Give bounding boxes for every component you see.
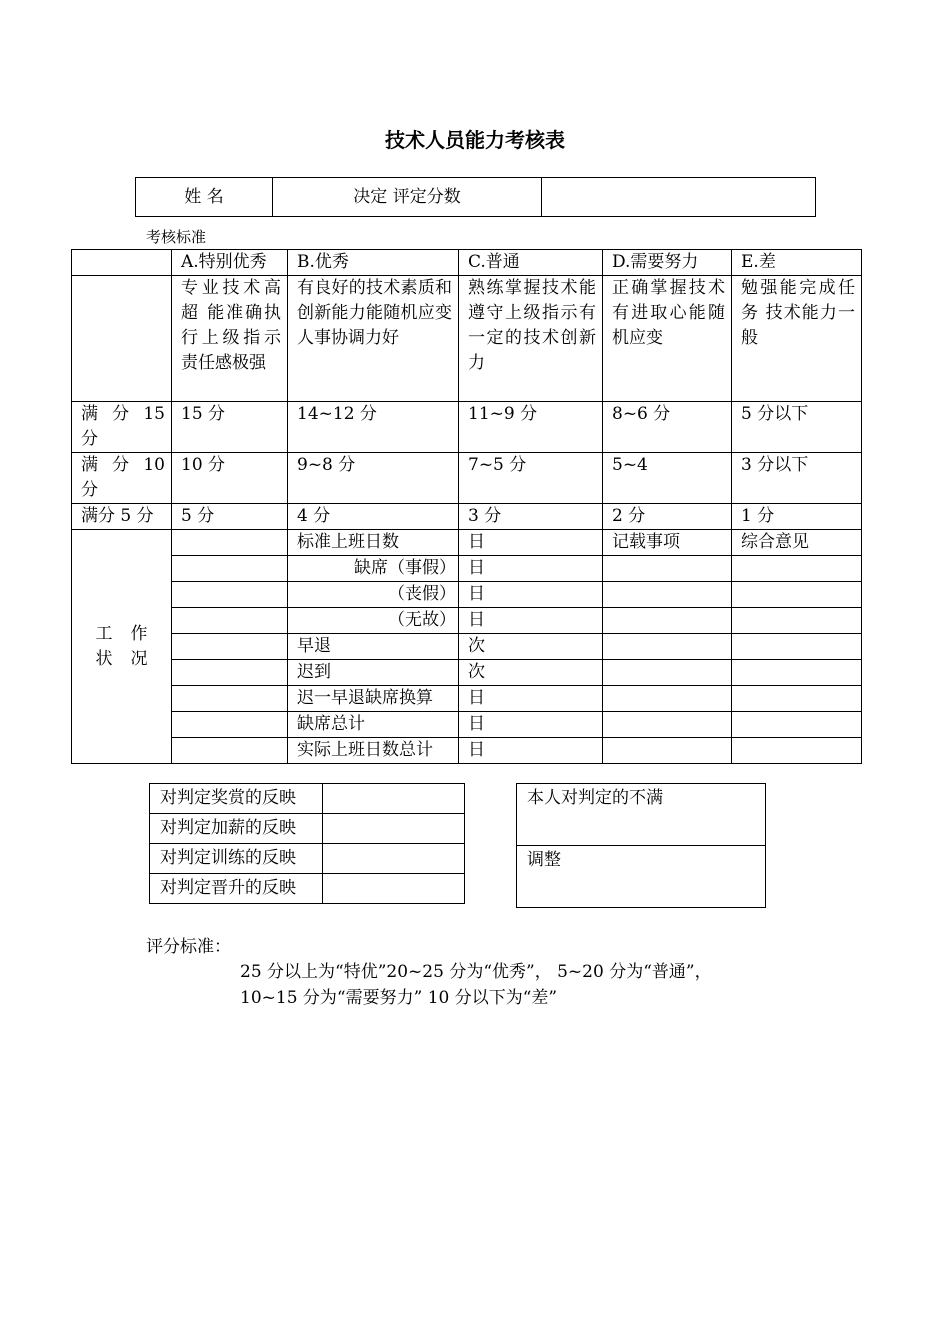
record-cell[interactable] [603,660,732,686]
opinion-table [516,783,766,908]
work-unit: 次 [459,634,603,660]
blank-cell [72,276,172,402]
score-cell: 5 分 [172,504,288,530]
work-item: 实际上班日数总计 [288,738,459,764]
score-cell: 10 分 [172,453,288,504]
record-cell[interactable] [603,608,732,634]
work-item: 标准上班日数 [288,530,459,556]
score-row-label: 满分 5 分 [72,504,172,530]
grade-header-row [72,250,862,276]
score-cell: 15 分 [172,402,288,453]
work-blank[interactable] [172,738,288,764]
work-item: 早退 [288,634,459,660]
grade-c: C.普通 [459,250,603,276]
work-row [72,608,862,634]
desc-b: 有良好的技术素质和创新能力能随机应变人事协调力好 [288,276,459,402]
work-blank[interactable] [172,712,288,738]
record-cell[interactable] [603,582,732,608]
score-row-15 [72,402,862,453]
description-row [72,276,862,402]
score-cell: 3 分 [459,504,603,530]
record-cell[interactable] [603,556,732,582]
score-row-label: 满 分 15 分 [72,402,172,453]
score-row-5 [72,504,862,530]
work-row [72,556,862,582]
work-blank[interactable] [172,530,288,556]
opinion-cell[interactable] [732,608,862,634]
score-cell: 2 分 [603,504,732,530]
score-cell: 7~5 分 [459,453,603,504]
work-row [72,686,862,712]
score-cell: 5 分以下 [732,402,862,453]
score-cell: 5~4 [603,453,732,504]
work-status-label: 工 作 状 况 [72,530,172,764]
rating-rules-line-1: 25 分以上为“特优”20~25 分为“优秀”， 5~20 分为“普通”， [240,962,712,982]
rating-rules-line-2: 10~15 分为“需要努力” 10 分以下为“差” [240,988,558,1008]
opinion-header: 综合意见 [732,530,862,556]
score-row-10 [72,453,862,504]
opinion-cell[interactable] [732,686,862,712]
grade-b: B.优秀 [288,250,459,276]
score-cell: 4 分 [288,504,459,530]
reaction-value[interactable] [323,814,465,844]
score-cell: 14~12 分 [288,402,459,453]
work-item: （丧假） [288,582,459,608]
work-unit: 日 [459,712,603,738]
desc-e: 勉强能完成任务 技术能力一般 [732,276,862,402]
record-cell[interactable] [603,712,732,738]
work-row [72,530,862,556]
work-blank[interactable] [172,582,288,608]
assessment-table [71,249,862,764]
dissatisfaction-field[interactable]: 本人对判定的不满 [517,784,766,846]
grade-e: E.差 [732,250,862,276]
score-cell: 9~8 分 [288,453,459,504]
score-label: 决定 评定分数 [273,178,542,217]
grade-a: A.特别优秀 [172,250,288,276]
opinion-cell[interactable] [732,712,862,738]
work-blank[interactable] [172,634,288,660]
work-blank[interactable] [172,686,288,712]
work-unit: 日 [459,582,603,608]
work-unit: 日 [459,686,603,712]
desc-d: 正确掌握技术 有进取心能随机应变 [603,276,732,402]
desc-c: 熟练掌握技术能遵守上级指示有一定的技术创新力 [459,276,603,402]
reaction-value[interactable] [323,844,465,874]
reaction-label: 对判定晋升的反映 [150,874,323,904]
work-item: 缺席总计 [288,712,459,738]
reaction-label: 对判定奖赏的反映 [150,784,323,814]
blank-cell [72,250,172,276]
opinion-cell[interactable] [732,634,862,660]
opinion-cell[interactable] [732,582,862,608]
work-row [72,634,862,660]
work-item: 迟一早退缺席换算 [288,686,459,712]
work-unit: 日 [459,608,603,634]
work-blank[interactable] [172,660,288,686]
score-cell: 11~9 分 [459,402,603,453]
work-item: （无故） [288,608,459,634]
reaction-label: 对判定加薪的反映 [150,814,323,844]
opinion-cell[interactable] [732,660,862,686]
work-item: 缺席（事假） [288,556,459,582]
record-header: 记载事项 [603,530,732,556]
grade-d: D.需要努力 [603,250,732,276]
rating-rules-label: 评分标准： [146,937,231,957]
desc-a: 专业技术高超 能准确执行上级指示责任感极强 [172,276,288,402]
score-value[interactable] [542,178,816,217]
score-row-label: 满 分 10 分 [72,453,172,504]
name-label: 姓 名 [136,178,273,217]
reaction-value[interactable] [323,874,465,904]
work-item: 迟到 [288,660,459,686]
adjustment-field[interactable]: 调整 [517,846,766,908]
reaction-value[interactable] [323,784,465,814]
work-row [72,712,862,738]
name-score-table [135,177,816,217]
work-unit: 日 [459,738,603,764]
record-cell[interactable] [603,738,732,764]
work-row [72,738,862,764]
reaction-table [149,783,465,904]
work-blank[interactable] [172,556,288,582]
score-cell: 3 分以下 [732,453,862,504]
record-cell[interactable] [603,634,732,660]
work-unit: 日 [459,556,603,582]
reaction-label: 对判定训练的反映 [150,844,323,874]
page-title: 技术人员能力考核表 [385,128,565,152]
work-unit: 日 [459,530,603,556]
standard-label: 考核标准 [146,228,207,246]
work-row [72,660,862,686]
work-unit: 次 [459,660,603,686]
opinion-cell[interactable] [732,738,862,764]
score-cell: 1 分 [732,504,862,530]
record-cell[interactable] [603,686,732,712]
work-blank[interactable] [172,608,288,634]
opinion-cell[interactable] [732,556,862,582]
work-row [72,582,862,608]
score-cell: 8~6 分 [603,402,732,453]
